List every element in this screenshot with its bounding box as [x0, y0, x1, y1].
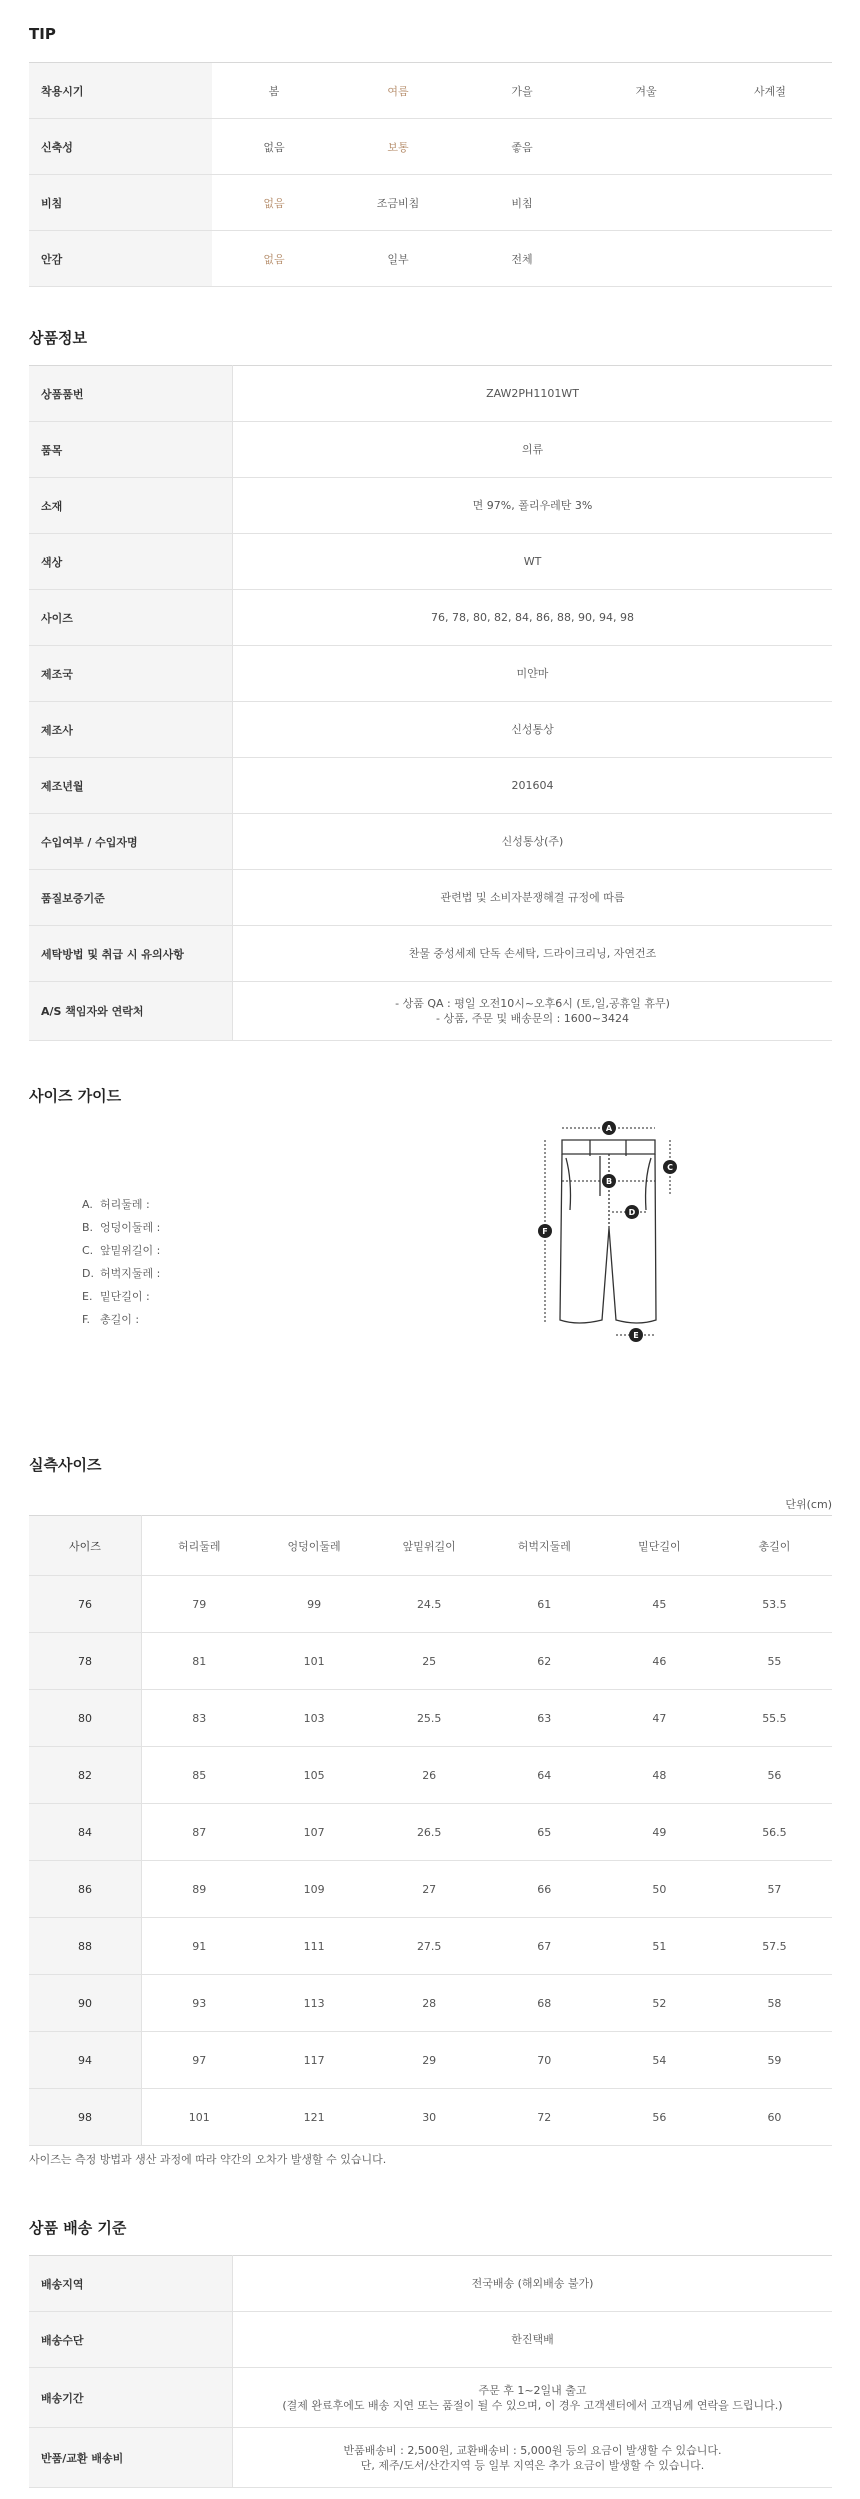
measurements-cell: 88 [29, 1918, 142, 1975]
measurements-cell: 26.5 [416, 1825, 442, 1839]
product-info-value: 신성통상(주) [233, 814, 833, 870]
tip-option: 사계절 [754, 84, 786, 98]
shipping-row [29, 2368, 832, 2428]
product-info-label: 수입여부 / 수입자명 [29, 814, 233, 870]
tip-title: TIP [29, 25, 56, 43]
tip-option: 없음 [263, 140, 285, 154]
size-guide-text: 앞밑위길이 : [100, 1244, 161, 1257]
tip-option: 비침 [511, 196, 533, 210]
shipping-label: 배송기간 [29, 2368, 233, 2428]
measurements-header-cell: 앞밑위길이 [372, 1516, 487, 1576]
measurements-cell: 78 [29, 1633, 142, 1690]
measurements-cell: 117 [303, 2053, 325, 2067]
tip-option [708, 175, 832, 231]
tip-option: 가을 [511, 84, 533, 98]
size-guide-text: 허리둘레 : [100, 1198, 150, 1211]
tip-option: 보통 [387, 140, 409, 154]
size-guide-item [82, 1308, 160, 1331]
measurements-cell: 72 [537, 2110, 552, 2124]
size-guide-letter: D. [82, 1267, 94, 1280]
product-info-value: 면 97%, 폴리우레탄 3% [233, 478, 833, 534]
size-guide-item [82, 1285, 160, 1308]
measurements-cell: 93 [192, 1996, 207, 2010]
product-info-value: - 상품 QA : 평일 오전10시~오후6시 (토,일,공휴일 휴무) - 상품, 주문 및 배송문의 : 1600~3424 [233, 982, 833, 1041]
measurements-cell: 55 [767, 1654, 782, 1668]
size-guide-list [82, 1193, 160, 1331]
measurements-cell: 30 [422, 2110, 437, 2124]
shipping-label: 반품/교환 배송비 [29, 2428, 233, 2488]
measurements-row [29, 2032, 832, 2089]
tip-option [584, 119, 708, 175]
measurements-cell: 26 [422, 1768, 437, 1782]
measurements-cell: 90 [29, 1975, 142, 2032]
product-info-row [29, 814, 832, 870]
tip-option [584, 231, 708, 287]
measurements-note: 사이즈는 측정 방법과 생산 과정에 따라 약간의 오차가 발생할 수 있습니다. [29, 2153, 387, 2166]
size-guide-letter: F. [82, 1313, 91, 1326]
tip-option [708, 231, 832, 287]
measurements-cell: 45 [652, 1597, 667, 1611]
diagram-marker-label: E [633, 1331, 639, 1340]
measurements-cell: 57 [767, 1882, 782, 1896]
product-info-value: 관련법 및 소비자분쟁해결 규정에 따름 [233, 870, 833, 926]
measurements-cell: 99 [307, 1597, 322, 1611]
measurements-cell: 87 [192, 1825, 207, 1839]
measurements-cell: 49 [652, 1825, 667, 1839]
product-info-row [29, 590, 832, 646]
measurements-cell: 53.5 [762, 1597, 787, 1611]
product-info-label: 제조국 [29, 646, 233, 702]
measurements-cell: 24.5 [416, 1597, 442, 1611]
measurements-row [29, 1861, 832, 1918]
measurements-cell: 80 [29, 1690, 142, 1747]
product-info-row [29, 758, 832, 814]
size-guide-item [82, 1239, 160, 1262]
measurements-cell: 63 [537, 1711, 552, 1725]
product-info-label: 색상 [29, 534, 233, 590]
shipping-value: 반품배송비 : 2,500원, 교환배송비 : 5,000원 등의 요금이 발생할 수 있습니다. 단, 제주/도서/산간지역 등 일부 지역은 추가 요금이 발생할 수 있습니다. [233, 2428, 833, 2488]
measurements-row [29, 1576, 832, 1633]
measurements-cell: 109 [303, 1882, 325, 1896]
tip-option: 여름 [387, 84, 409, 98]
measurements-cell: 28 [422, 1996, 437, 2010]
measurements-cell: 27 [422, 1882, 437, 1896]
product-info-label: 제조년월 [29, 758, 233, 814]
size-guide-text: 허벅지둘레 : [100, 1267, 161, 1280]
size-guide-letter: E. [82, 1290, 93, 1303]
measurements-cell: 56 [652, 2110, 667, 2124]
tip-option: 겨울 [635, 84, 657, 98]
measurements-cell: 54 [652, 2053, 667, 2067]
tip-option: 일부 [387, 252, 409, 266]
measurements-cell: 79 [192, 1597, 207, 1611]
tip-row-label: 착용시기 [29, 63, 212, 119]
pants-diagram [530, 1110, 700, 1350]
product-info-value: 201604 [233, 758, 833, 814]
measurements-cell: 46 [652, 1654, 667, 1668]
product-info-value: 미얀마 [233, 646, 833, 702]
tip-row [29, 231, 832, 287]
product-info-row [29, 926, 832, 982]
measurements-cell: 52 [652, 1996, 667, 2010]
tip-option [584, 175, 708, 231]
measurements-cell: 121 [303, 2110, 325, 2124]
measurements-cell: 59 [767, 2053, 782, 2067]
measurements-cell: 58 [767, 1996, 782, 2010]
size-guide-item [82, 1193, 160, 1216]
product-info-row [29, 366, 832, 422]
measurements-row [29, 1747, 832, 1804]
unit-label: 단위(cm) [785, 1498, 832, 1511]
size-guide-text: 밑단길이 : [100, 1290, 150, 1303]
product-info-value: 신성통상 [233, 702, 833, 758]
measurements-row [29, 2089, 832, 2146]
measurements-cell: 103 [303, 1711, 325, 1725]
tip-table [29, 62, 832, 287]
measurements-cell: 47 [652, 1711, 667, 1725]
tip-row-label: 신축성 [29, 119, 212, 175]
tip-row [29, 175, 832, 231]
shipping-title: 상품 배송 기준 [29, 2219, 127, 2237]
measurements-header-cell: 허리둘레 [142, 1516, 257, 1576]
measurements-cell: 55.5 [762, 1711, 787, 1725]
product-info-row [29, 870, 832, 926]
measurements-cell: 56 [767, 1768, 782, 1782]
measurements-cell: 101 [188, 2110, 210, 2124]
size-guide-text: 총길이 : [100, 1313, 140, 1326]
measurements-cell: 84 [29, 1804, 142, 1861]
measurements-cell: 51 [652, 1939, 667, 1953]
product-info-row [29, 702, 832, 758]
measurements-table [29, 1515, 832, 2146]
tip-row [29, 119, 832, 175]
tip-row [29, 63, 832, 119]
measurements-cell: 50 [652, 1882, 667, 1896]
measurements-cell: 81 [192, 1654, 207, 1668]
tip-row-label: 비침 [29, 175, 212, 231]
product-info-row [29, 646, 832, 702]
product-info-label: 소재 [29, 478, 233, 534]
measurements-cell: 86 [29, 1861, 142, 1918]
measurements-cell: 27.5 [416, 1939, 442, 1953]
shipping-row [29, 2256, 832, 2312]
measurements-cell: 98 [29, 2089, 142, 2146]
product-info-label: A/S 책임자와 연락처 [29, 982, 233, 1041]
tip-option: 좋음 [511, 140, 533, 154]
size-guide-letter: A. [82, 1198, 93, 1211]
shipping-value: 한진택배 [233, 2312, 833, 2368]
measurements-cell: 113 [303, 1996, 325, 2010]
measurements-cell: 29 [422, 2053, 437, 2067]
product-info-value: 의류 [233, 422, 833, 478]
product-info-label: 제조사 [29, 702, 233, 758]
diagram-marker-label: B [605, 1177, 613, 1186]
size-guide-item [82, 1216, 160, 1239]
measurements-cell: 60 [767, 2110, 782, 2124]
measurements-cell: 89 [192, 1882, 207, 1896]
measurements-row [29, 1918, 832, 1975]
measurements-row [29, 1804, 832, 1861]
product-info-row [29, 478, 832, 534]
size-guide-title: 사이즈 가이드 [29, 1087, 122, 1105]
measurements-row [29, 1633, 832, 1690]
size-guide-text: 엉덩이둘레 : [100, 1221, 161, 1234]
measurements-cell: 48 [652, 1768, 667, 1782]
shipping-table [29, 2255, 832, 2488]
measurements-cell: 83 [192, 1711, 207, 1725]
product-info-table [29, 365, 832, 1041]
measurements-cell: 91 [192, 1939, 207, 1953]
measurements-cell: 56.5 [762, 1825, 787, 1839]
measurements-cell: 94 [29, 2032, 142, 2089]
measurements-cell: 25 [422, 1654, 437, 1668]
shipping-row [29, 2312, 832, 2368]
measurements-row [29, 1975, 832, 2032]
diagram-marker-label: F [542, 1227, 548, 1236]
measurements-cell: 82 [29, 1747, 142, 1804]
tip-option: 전체 [511, 252, 533, 266]
tip-option: 봄 [268, 84, 280, 98]
measurements-title: 실측사이즈 [29, 1456, 102, 1474]
measurements-header-cell: 밑단길이 [602, 1516, 717, 1576]
product-info-label: 품질보증기준 [29, 870, 233, 926]
product-info-value: 찬물 중성세제 단독 손세탁, 드라이크리닝, 자연건조 [233, 926, 833, 982]
measurements-cell: 107 [303, 1825, 325, 1839]
product-info-label: 사이즈 [29, 590, 233, 646]
shipping-value: 전국배송 (해외배송 불가) [233, 2256, 833, 2312]
measurements-cell: 66 [537, 1882, 552, 1896]
measurements-cell: 64 [537, 1768, 552, 1782]
measurements-cell: 25.5 [416, 1711, 442, 1725]
diagram-marker-label: C [667, 1163, 673, 1172]
product-info-label: 세탁방법 및 취급 시 유의사항 [29, 926, 233, 982]
product-info-row [29, 422, 832, 478]
measurements-cell: 57.5 [762, 1939, 787, 1953]
tip-option: 없음 [263, 196, 285, 210]
size-guide-letter: B. [82, 1221, 94, 1234]
tip-option: 조금비침 [376, 196, 420, 210]
measurements-header-cell: 엉덩이둘레 [257, 1516, 372, 1576]
measurements-cell: 76 [29, 1576, 142, 1633]
measurements-cell: 68 [537, 1996, 552, 2010]
measurements-header-cell: 총길이 [717, 1516, 832, 1576]
measurements-cell: 65 [537, 1825, 552, 1839]
tip-option: 없음 [263, 252, 285, 266]
shipping-label: 배송수단 [29, 2312, 233, 2368]
diagram-marker-label: A [605, 1124, 613, 1133]
measurements-cell: 105 [303, 1768, 325, 1782]
product-info-value: WT [233, 534, 833, 590]
product-info-label: 품목 [29, 422, 233, 478]
shipping-label: 배송지역 [29, 2256, 233, 2312]
measurements-cell: 97 [192, 2053, 207, 2067]
measurements-cell: 61 [537, 1597, 552, 1611]
product-info-value: 76, 78, 80, 82, 84, 86, 88, 90, 94, 98 [233, 590, 833, 646]
shipping-row [29, 2428, 832, 2488]
tip-option [708, 119, 832, 175]
product-info-row [29, 534, 832, 590]
measurements-cell: 101 [303, 1654, 325, 1668]
measurements-row [29, 1690, 832, 1747]
measurements-cell: 67 [537, 1939, 552, 1953]
measurements-header-cell: 허벅지둘레 [487, 1516, 602, 1576]
tip-row-label: 안감 [29, 231, 212, 287]
product-info-value: ZAW2PH1101WT [233, 366, 833, 422]
measurements-cell: 111 [303, 1939, 325, 1953]
measurements-cell: 70 [537, 2053, 552, 2067]
diagram-marker-label: D [628, 1208, 636, 1217]
size-guide-item [82, 1262, 160, 1285]
shipping-value: 주문 후 1~2일내 출고 (결제 완료후에도 배송 지연 또는 품절이 될 수 있으며, 이 경우 고객센터에서 고객님께 연락을 드립니다.) [233, 2368, 833, 2428]
measurements-cell: 62 [537, 1654, 552, 1668]
size-guide-letter: C. [82, 1244, 94, 1257]
product-info-label: 상품품번 [29, 366, 233, 422]
product-info-title: 상품정보 [29, 329, 87, 347]
product-info-row [29, 982, 832, 1041]
measurements-header-row [29, 1516, 832, 1576]
measurements-cell: 85 [192, 1768, 207, 1782]
measurements-header-cell: 사이즈 [29, 1516, 142, 1576]
